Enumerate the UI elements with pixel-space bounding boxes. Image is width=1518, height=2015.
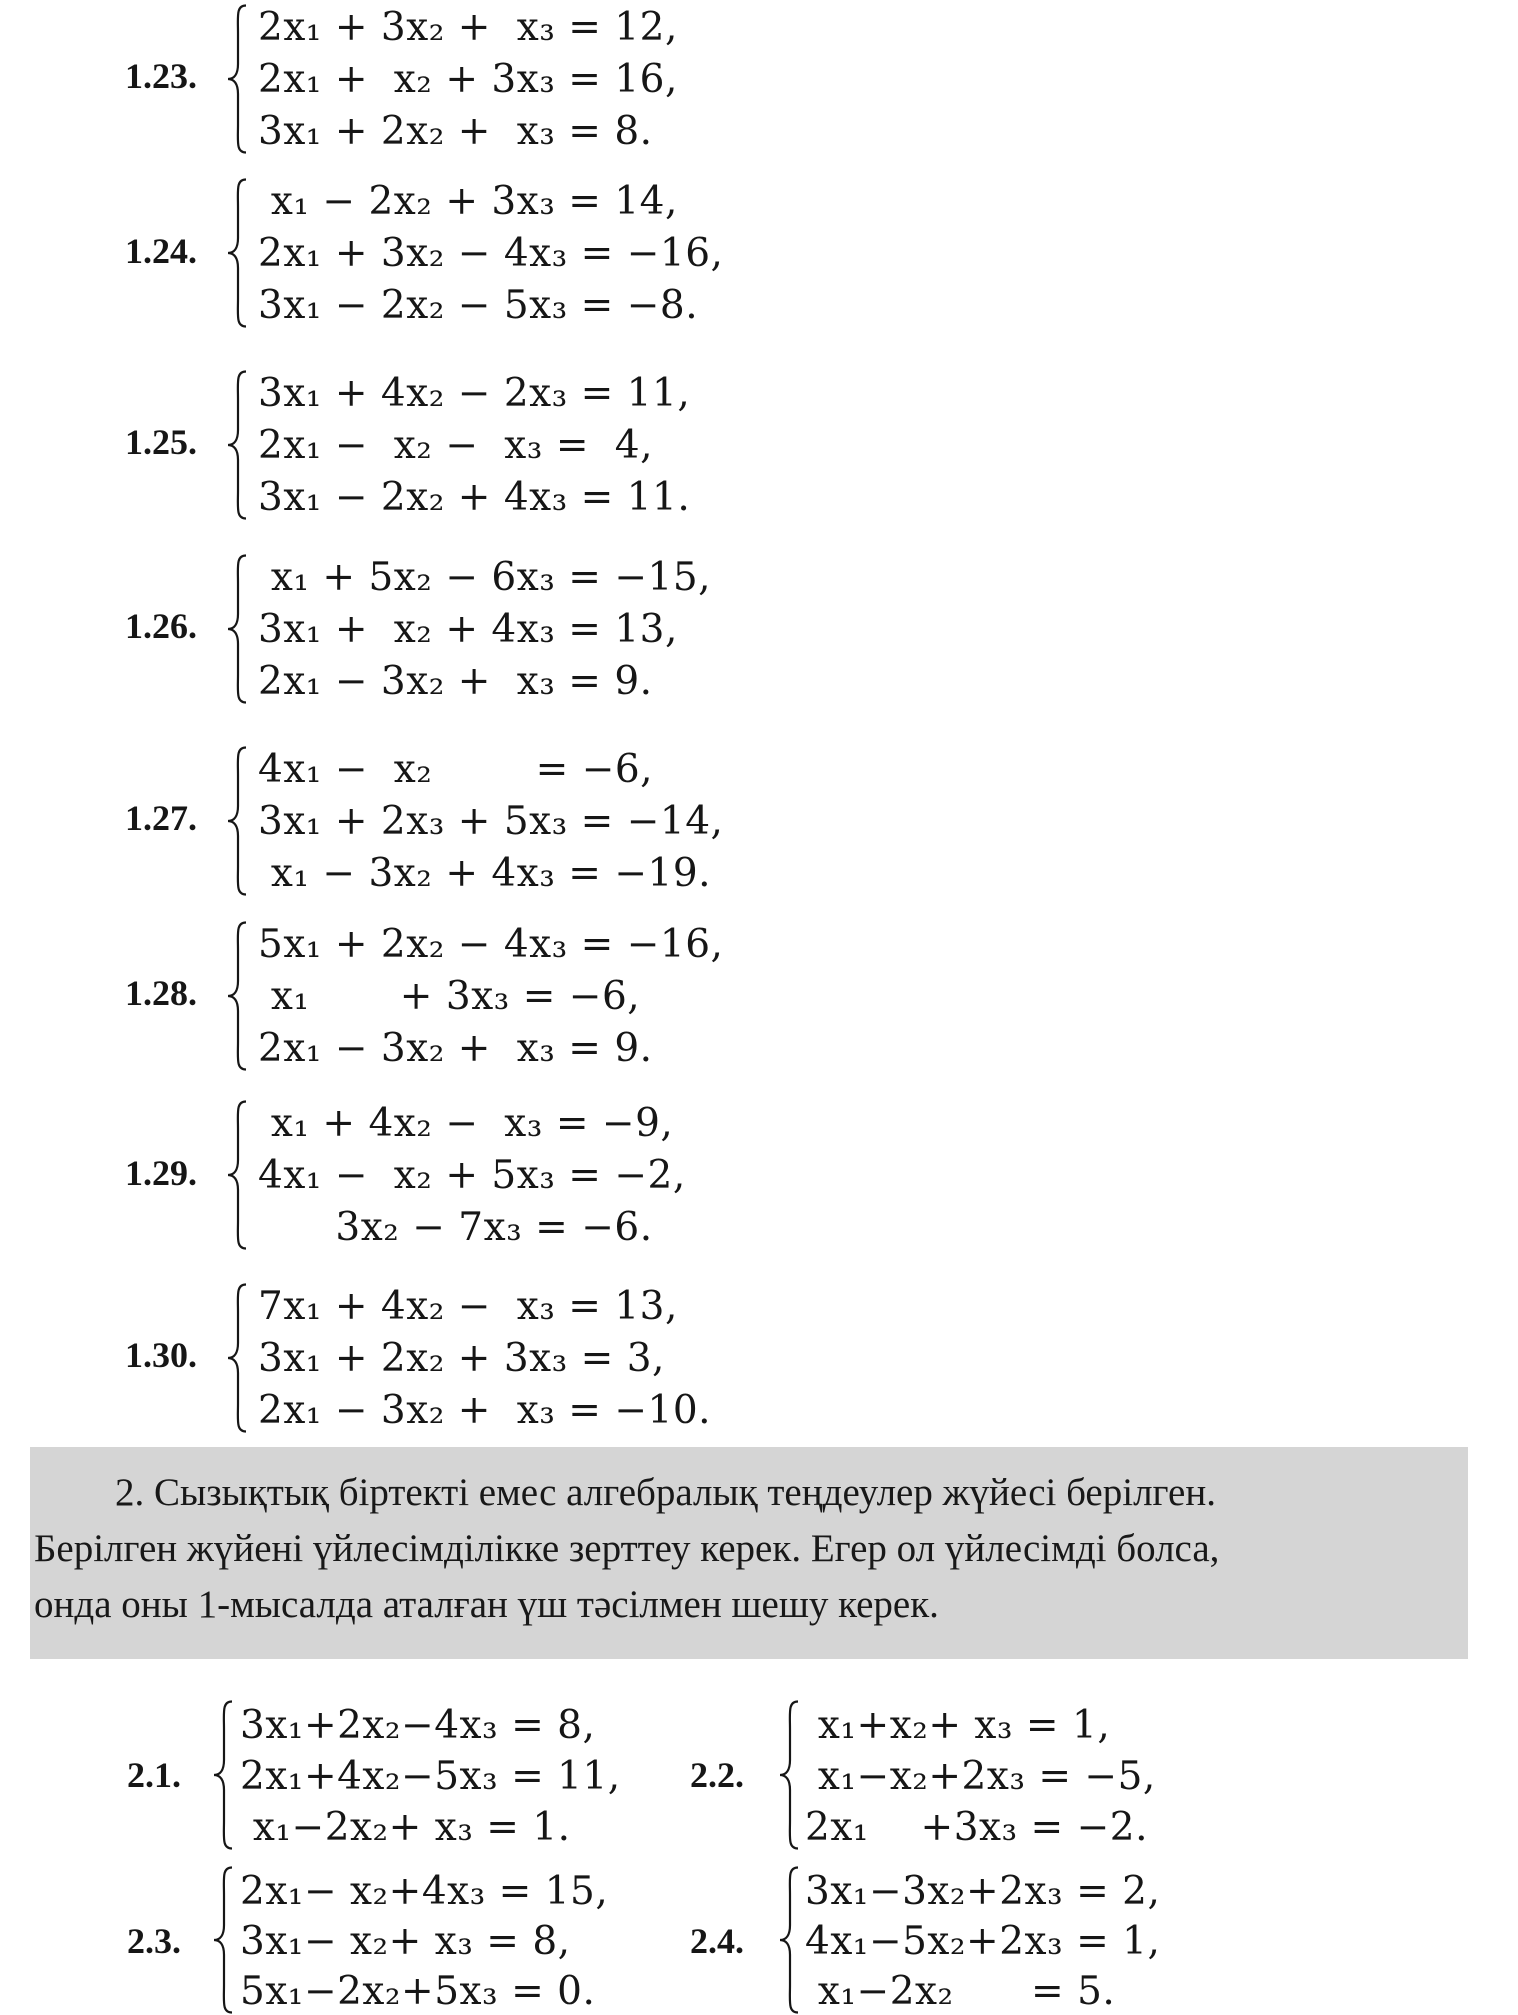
equation: x₁ − 3x₂ + 4x₃ = −19. (258, 851, 712, 896)
problem-number: 1.25. (125, 422, 197, 462)
equation: 2x₁− x₂+4x₃ = 15, (240, 1869, 609, 1914)
equation: x₁ + 3x₃ = −6, (258, 974, 641, 1019)
equation: 4x₁−5x₂+2x₃ = 1, (805, 1919, 1161, 1964)
equation: x₁ − 2x₂ + 3x₃ = 14, (258, 179, 678, 224)
equation: x₁ + 5x₂ − 6x₃ = −15, (258, 555, 712, 600)
equation: 3x₁−3x₂+2x₃ = 2, (805, 1869, 1161, 1914)
problem-number: 1.26. (125, 606, 197, 646)
problem-number: 2.2. (690, 1755, 744, 1795)
equation: 3x₁ + 4x₂ − 2x₃ = 11, (258, 371, 691, 416)
equation: x₁−x₂+2x₃ = −5, (805, 1754, 1156, 1799)
equation: 2x₁ − 3x₂ + x₃ = 9. (258, 1026, 653, 1071)
left-brace-icon (226, 178, 248, 328)
problem-number: 2.1. (127, 1755, 181, 1795)
problem-number: 1.30. (125, 1335, 197, 1375)
task-line: 2. Сызықтық біртекті емес алгебралық теңдеулер жүйесі берілген. (115, 1471, 1216, 1514)
equation: 7x₁ + 4x₂ − x₃ = 13, (258, 1284, 678, 1329)
equation: 2x₁ + x₂ + 3x₃ = 16, (258, 57, 678, 102)
left-brace-icon (212, 1866, 234, 2014)
equation: 2x₁ − 3x₂ + x₃ = −10. (258, 1388, 712, 1433)
equation: 2x₁ +3x₃ = −2. (805, 1805, 1149, 1850)
problem-number: 1.23. (125, 56, 197, 96)
equation: 3x₁ + 2x₂ + 3x₃ = 3, (258, 1336, 665, 1381)
equation: x₁−2x₂+ x₃ = 1. (240, 1805, 571, 1850)
equation: 2x₁ − 3x₂ + x₃ = 9. (258, 659, 653, 704)
left-brace-icon (226, 554, 248, 704)
equation: 5x₁−2x₂+5x₃ = 0. (240, 1969, 596, 2014)
equation: 3x₂ − 7x₃ = −6. (258, 1205, 653, 1250)
equation: 3x₁ + x₂ + 4x₃ = 13, (258, 607, 678, 652)
equation: 2x₁ − x₂ − x₃ = 4, (258, 423, 654, 468)
problem-number: 1.29. (125, 1153, 197, 1193)
equation: 3x₁ − 2x₂ − 5x₃ = −8. (258, 283, 699, 328)
problem-number: 1.28. (125, 973, 197, 1013)
task-line: Берілген жүйені үйлесімділікке зерттеу керек. Егер ол үйлесімді болса, (34, 1527, 1220, 1570)
left-brace-icon (226, 921, 248, 1071)
equation: x₁+x₂+ x₃ = 1, (805, 1703, 1111, 1748)
equation: 3x₁− x₂+ x₃ = 8, (240, 1919, 571, 1964)
equation: 3x₁ + 2x₂ + x₃ = 8. (258, 109, 653, 154)
left-brace-icon (212, 1700, 234, 1850)
left-brace-icon (778, 1866, 800, 2014)
problem-number: 2.4. (690, 1921, 744, 1961)
left-brace-icon (226, 1283, 248, 1433)
task-line: онда оны 1-мысалда аталған үш тәсілмен шешу керек. (34, 1583, 939, 1626)
equation: 3x₁ − 2x₂ + 4x₃ = 11. (258, 475, 691, 520)
left-brace-icon (226, 1100, 248, 1250)
problem-number: 2.3. (127, 1921, 181, 1961)
left-brace-icon (778, 1700, 800, 1850)
equation: 2x₁+4x₂−5x₃ = 11, (240, 1754, 621, 1799)
equation: x₁ + 4x₂ − x₃ = −9, (258, 1101, 674, 1146)
task-statement (30, 1447, 1468, 1659)
problem-number: 1.27. (125, 798, 197, 838)
equation: 3x₁+2x₂−4x₃ = 8, (240, 1703, 596, 1748)
left-brace-icon (226, 4, 248, 154)
equation: 2x₁ + 3x₂ − 4x₃ = −16, (258, 231, 724, 276)
equation: 2x₁ + 3x₂ + x₃ = 12, (258, 5, 678, 50)
equation: 3x₁ + 2x₃ + 5x₃ = −14, (258, 799, 724, 844)
left-brace-icon (226, 746, 248, 896)
equation: 4x₁ − x₂ = −6, (258, 747, 654, 792)
equation: 4x₁ − x₂ + 5x₃ = −2, (258, 1153, 686, 1198)
left-brace-icon (226, 370, 248, 520)
equation: x₁−2x₂ = 5. (805, 1969, 1116, 2014)
problem-number: 1.24. (125, 231, 197, 271)
equation: 5x₁ + 2x₂ − 4x₃ = −16, (258, 922, 724, 967)
